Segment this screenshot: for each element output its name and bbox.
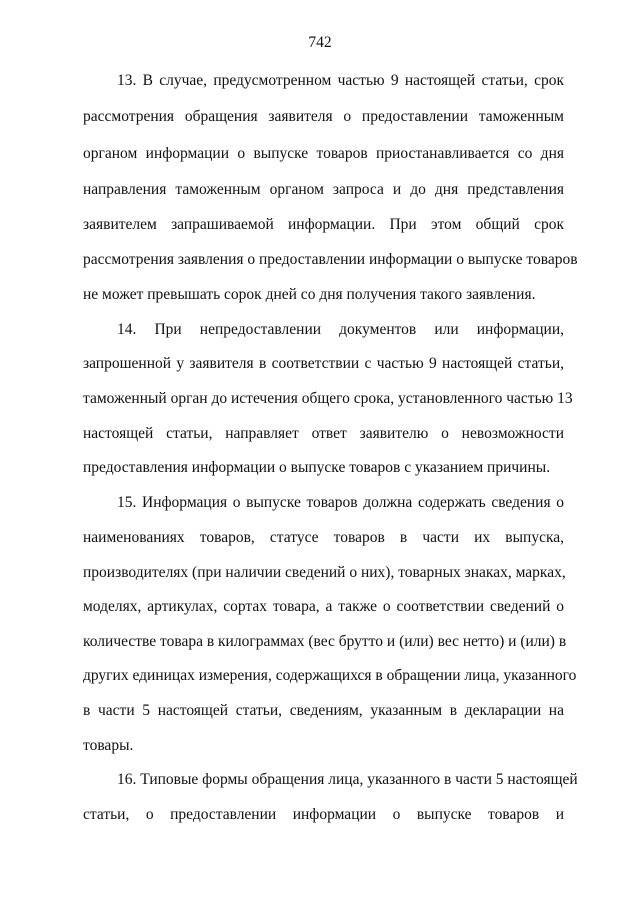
text-line: 15. Информация о выпуске товаров должна содержать сведения о xyxy=(117,494,564,511)
text-line: статьи, о предоставлении информации о выпуске товаров и xyxy=(83,806,564,823)
text-line: направления таможенным органом запроса и до дня представления xyxy=(83,181,564,198)
text-line: моделях, артикулах, сортах товара, а также о соответствии сведений о xyxy=(83,598,564,615)
text-line: не может превышать сорок дней со дня получения такого заявления. xyxy=(83,286,536,303)
text-line: производителях (при наличии сведений о них), товарных знаках, марках, xyxy=(83,564,566,581)
text-line: 13. В случае, предусмотренном частью 9 настоящей статьи, срок xyxy=(117,72,564,89)
text-line: предоставления информации о выпуске товаров с указанием причины. xyxy=(83,459,551,476)
text-line: количестве товара в килограммах (вес брутто и (или) вес нетто) и (или) в xyxy=(83,633,567,650)
text-line: в части 5 настоящей статьи, сведениям, указанным в декларации на xyxy=(83,702,564,719)
page-number: 742 xyxy=(308,34,332,51)
text-line: запрошенной у заявителя в соответствии с частью 9 настоящей статьи, xyxy=(83,355,564,372)
text-line: заявителем запрашиваемой информации. При этом общий срок xyxy=(83,216,564,233)
text-line: таможенный орган до истечения общего срока, установленного частью 13 xyxy=(83,390,573,407)
text-line: 16. Типовые формы обращения лица, указанного в части 5 настоящей xyxy=(117,771,578,788)
text-line: органом информации о выпуске товаров приостанавливается со дня xyxy=(83,145,564,162)
text-line: рассмотрения заявления о предоставлении информации о выпуске товаров xyxy=(83,251,578,268)
text-line: товары. xyxy=(83,737,134,754)
text-line: рассмотрения обращения заявителя о предоставлении таможенным xyxy=(83,108,564,125)
text-line: наименованиях товаров, статусе товаров в части их выпуска, xyxy=(83,529,564,546)
text-line: 14. При непредоставлении документов или информации, xyxy=(117,321,564,338)
text-line: настоящей статьи, направляет ответ заявителю о невозможности xyxy=(83,425,564,442)
text-line: других единицах измерения, содержащихся в обращении лица, указанного xyxy=(83,667,577,684)
